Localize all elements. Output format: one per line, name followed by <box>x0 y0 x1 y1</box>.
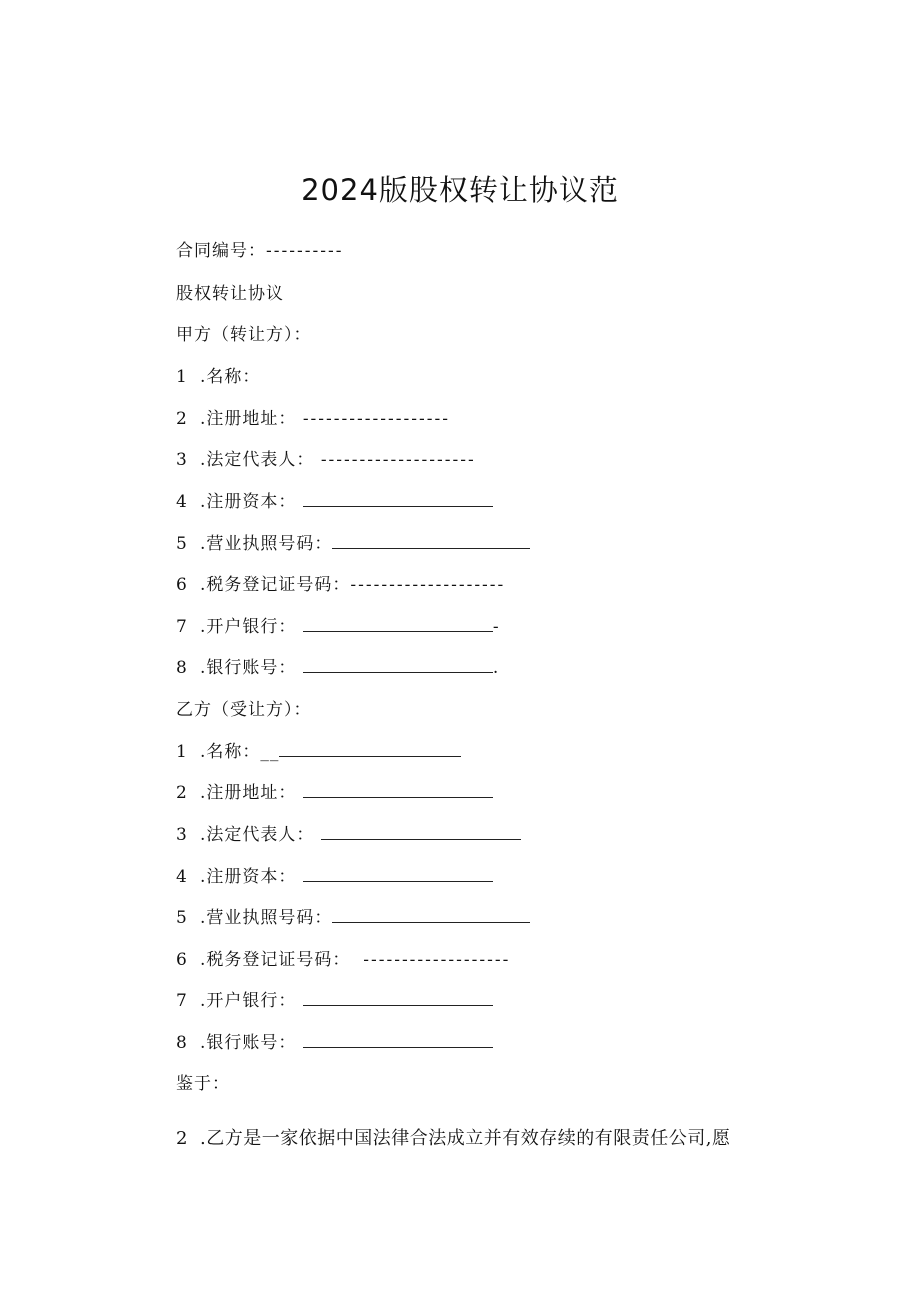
item-label: .营业执照号码： <box>200 534 333 554</box>
item-label: .开户银行： <box>200 991 297 1011</box>
item-number: 4 <box>176 867 188 887</box>
party-b-item-address <box>176 778 493 803</box>
party-b-item-capital <box>176 862 493 887</box>
item-label: .法定代表人： <box>200 825 315 845</box>
party-a-item-legal-rep <box>176 445 476 470</box>
item-label: .法定代表人： <box>200 450 315 470</box>
item-value-dashes: -------------------- <box>320 450 476 470</box>
party-a-item-bank <box>176 612 500 637</box>
party-a-heading: 甲方（转让方）： <box>176 325 312 345</box>
item-number: 8 <box>176 658 188 678</box>
item-number: 6 <box>176 950 188 970</box>
item-label: .注册地址： <box>200 409 297 429</box>
item-number: 3 <box>176 825 188 845</box>
item-number: 7 <box>176 991 188 1011</box>
item-number: 5 <box>176 534 188 554</box>
item-number: 8 <box>176 1033 188 1053</box>
item-label: .税务登记证号码： <box>200 575 351 595</box>
party-b-item-bank <box>176 986 493 1011</box>
party-a-item-tax <box>176 570 505 595</box>
party-a-item-capital <box>176 487 493 512</box>
item-number: 7 <box>176 617 188 637</box>
whereas-heading: 鉴于： <box>176 1074 230 1094</box>
party-b-heading: 乙方（受让方）： <box>176 700 312 720</box>
blank-underline <box>321 825 521 840</box>
party-b-item-license <box>176 903 530 928</box>
blank-underline <box>303 658 493 673</box>
party-b-item-name <box>176 737 461 762</box>
item-value-dashes: ------------------- <box>363 950 511 970</box>
item-label: .银行账号： <box>200 658 297 678</box>
item-number: 5 <box>176 908 188 928</box>
item-label: .名称： <box>200 742 261 762</box>
party-a-item-address <box>176 404 450 429</box>
item-label: .税务登记证号码： <box>200 950 351 970</box>
blank-underline <box>279 742 461 757</box>
item-label: .营业执照号码： <box>200 908 333 928</box>
clause-number: 2 <box>176 1128 188 1149</box>
agreement-name: 股权转让协议 <box>176 284 284 304</box>
blank-underline <box>303 1033 493 1048</box>
item-value-suffix: - <box>492 617 500 637</box>
party-a-item-license <box>176 529 530 554</box>
item-value-suffix: . <box>492 658 500 678</box>
party-b-item-account <box>176 1028 493 1053</box>
blank-underline <box>332 534 530 549</box>
contract-number-value: ---------- <box>266 241 344 261</box>
item-label: .注册地址： <box>200 783 297 803</box>
party-b-item-tax <box>176 945 510 970</box>
item-value-dashes: ------------------- <box>302 409 450 429</box>
item-label: .名称： <box>200 367 261 387</box>
party-b-item-legal-rep <box>176 820 521 845</box>
item-number: 2 <box>176 409 188 429</box>
item-number: 1 <box>176 367 188 387</box>
contract-number-label: 合同编号： <box>176 241 266 261</box>
blank-underline <box>332 908 530 923</box>
blank-underline <box>303 492 493 507</box>
item-label: .银行账号： <box>200 1033 297 1053</box>
contract-number-line <box>176 236 343 261</box>
blank-underline <box>303 783 493 798</box>
item-number: 6 <box>176 575 188 595</box>
party-a-item-account <box>176 653 499 678</box>
item-value-prefix: __ <box>260 742 280 762</box>
item-label: .开户银行： <box>200 617 297 637</box>
clause-paragraph <box>176 1124 730 1150</box>
item-number: 1 <box>176 742 188 762</box>
party-a-item-name <box>176 362 260 387</box>
blank-underline <box>303 617 493 632</box>
item-number: 4 <box>176 492 188 512</box>
document-title: 2024版股权转让协议范 <box>301 173 619 207</box>
item-label: .注册资本： <box>200 492 297 512</box>
item-label: .注册资本： <box>200 867 297 887</box>
blank-underline <box>303 867 493 882</box>
item-number: 3 <box>176 450 188 470</box>
item-number: 2 <box>176 783 188 803</box>
clause-text: .乙方是一家依据中国法律合法成立并有效存续的有限责任公司,愿 <box>200 1128 731 1149</box>
blank-underline <box>303 991 493 1006</box>
item-value-dashes: -------------------- <box>350 575 506 595</box>
